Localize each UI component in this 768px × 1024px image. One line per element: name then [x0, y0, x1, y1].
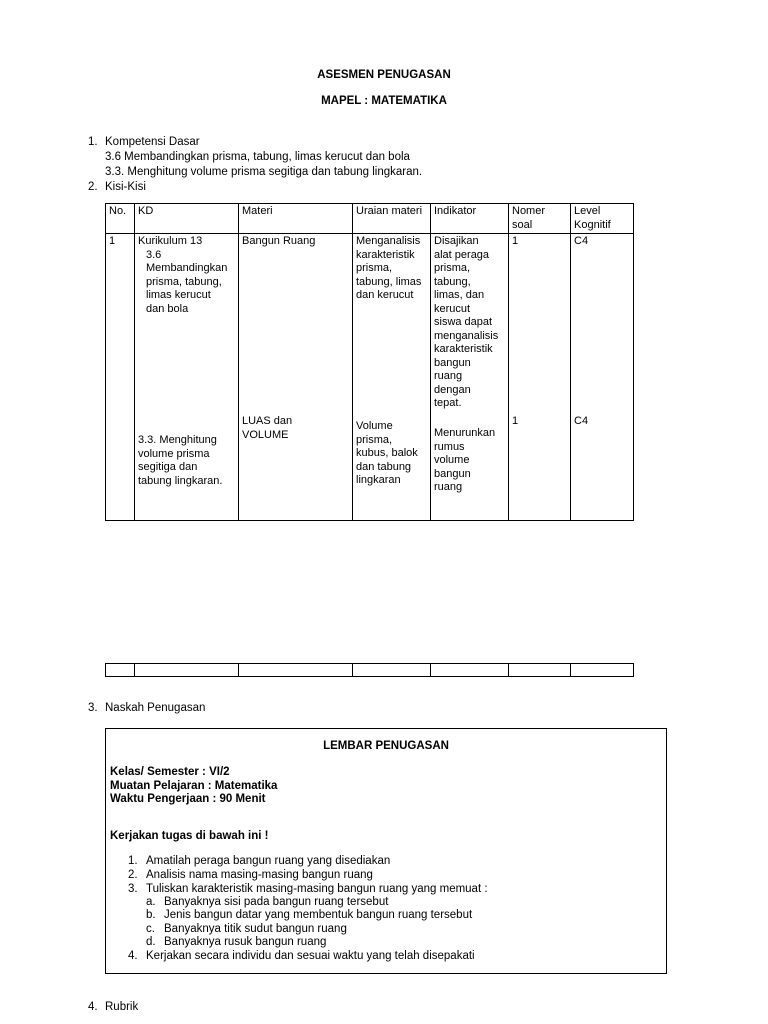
instruction: Kerjakan tugas di bawah ini !: [110, 830, 269, 842]
subtask-d-number: d.: [146, 936, 156, 948]
empty-cell: [239, 664, 353, 677]
section-3-number: 3.: [88, 702, 98, 714]
header-uraian: Uraian materi: [353, 204, 431, 234]
lembar-penugasan-box: [105, 728, 667, 974]
subtask-a-number: a.: [146, 896, 156, 908]
task-2-text: Analisis nama masing-masing bangun ruang: [146, 869, 373, 881]
cell-uraian: [353, 234, 431, 521]
table-row: [106, 234, 634, 521]
kd-3-3: 3.3. Menghitung volume prisma segitiga dan tabung lingkaran.: [138, 434, 223, 487]
nomer-soal-1: 1: [512, 235, 519, 247]
empty-cell: [106, 664, 135, 677]
header-materi: Materi: [239, 204, 353, 234]
table-header-row: [106, 204, 634, 234]
empty-cell: [571, 664, 634, 677]
kd-3-6: 3.6 Membandingkan prisma, tabung, limas kerucut dan bola: [146, 248, 228, 315]
cell-kd: [135, 234, 239, 521]
kisi-kisi-table: [105, 203, 634, 521]
document-title: ASESMEN PENUGASAN: [317, 69, 451, 81]
header-no: No.: [106, 204, 135, 234]
waktu-pengerjaan: Waktu Pengerjaan : 90 Menit: [110, 793, 266, 805]
subtask-c-text: Banyaknya titik sudut bangun ruang: [164, 923, 347, 935]
cell-indikator: [431, 234, 509, 521]
empty-cell: [135, 664, 239, 677]
section-3-label: Naskah Penugasan: [105, 702, 206, 714]
lembar-title: LEMBAR PENUGASAN: [323, 740, 449, 752]
task-4-text: Kerjakan secara individu dan sesuai waktu yang telah disepakati: [146, 950, 475, 962]
kd-line-2: 3.3. Menghitung volume prisma segitiga dan tabung lingkaran.: [105, 166, 423, 178]
materi-bangun-ruang: Bangun Ruang: [242, 235, 316, 247]
section-1-number: 1.: [88, 136, 98, 148]
materi-luas-volume: LUAS dan VOLUME: [242, 415, 293, 441]
section-2-label: Kisi-Kisi: [105, 181, 146, 193]
row-number: 1: [109, 235, 116, 247]
subtask-b-number: b.: [146, 909, 156, 921]
kd-line-1: 3.6 Membandingkan prisma, tabung, limas kerucut dan bola: [105, 151, 410, 163]
indikator-menurunkan: Menurunkan rumus volume bangun ruang: [434, 427, 496, 493]
section-4-number: 4.: [88, 1001, 98, 1013]
section-4-label: Rubrik: [105, 1001, 139, 1013]
subtask-c-number: c.: [146, 923, 155, 935]
task-3-text: Tuliskan karakteristik masing-masing bangun ruang yang memuat :: [146, 883, 488, 895]
document-subtitle: MAPEL : MATEMATIKA: [321, 95, 447, 107]
section-2-number: 2.: [88, 181, 98, 193]
cell-materi: [239, 234, 353, 521]
task-4-number: 4.: [128, 950, 138, 962]
empty-table-row: [105, 663, 634, 677]
empty-cell: [353, 664, 431, 677]
header-kd: KD: [135, 204, 239, 234]
empty-cell: [431, 664, 509, 677]
subtask-b-text: Jenis bangun datar yang membentuk bangun ruang tersebut: [164, 909, 473, 921]
task-1-number: 1.: [128, 855, 138, 867]
header-level: Level Kognitif: [571, 204, 634, 234]
indikator-disajikan: Disajikan alat peraga prisma, tabung, limas, dan kerucut siswa dapat menganalisis karakteristik bangun ruang dengan tepat.: [434, 235, 499, 409]
cell-no: [106, 234, 135, 521]
cell-level: [571, 234, 634, 521]
level-kognitif-1: C4: [574, 235, 589, 247]
kelas-semester: Kelas/ Semester : VI/2: [110, 766, 230, 778]
subtask-d-text: Banyaknya rusuk bangun ruang: [164, 936, 327, 948]
header-indikator: Indikator: [431, 204, 509, 234]
header-nomer: Nomer soal: [509, 204, 571, 234]
muatan-pelajaran: Muatan Pelajaran : Matematika: [110, 780, 278, 792]
kd-curriculum: Kurikulum 13: [138, 235, 203, 247]
cell-nomer: [509, 234, 571, 521]
empty-cell: [509, 664, 571, 677]
uraian-menganalisis: Menganalisis karakteristik prisma, tabung, limas dan kerucut: [356, 235, 422, 301]
task-3-number: 3.: [128, 883, 138, 895]
task-1-text: Amatilah peraga bangun ruang yang disediakan: [146, 855, 391, 867]
uraian-volume: Volume prisma, kubus, balok dan tabung lingkaran: [356, 420, 418, 486]
subtask-a-text: Banyaknya sisi pada bangun ruang tersebut: [164, 896, 389, 908]
level-kognitif-2: C4: [574, 415, 589, 427]
section-1-label: Kompetensi Dasar: [105, 136, 200, 148]
nomer-soal-2: 1: [512, 415, 519, 427]
task-2-number: 2.: [128, 869, 138, 881]
